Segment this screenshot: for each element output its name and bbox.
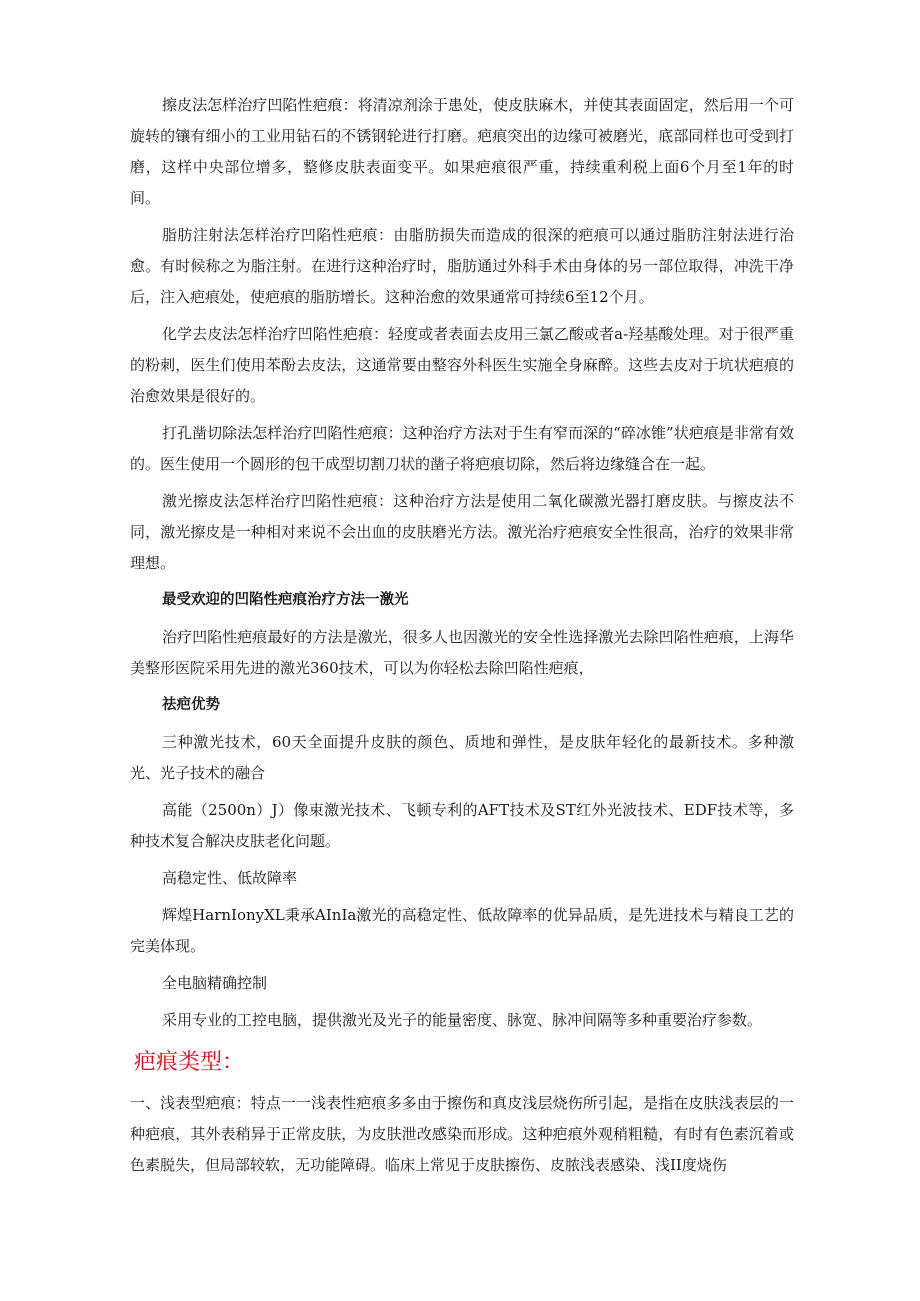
paragraph-superficial-scar: 一、浅表型疤痕：特点一一浅表性疤痕多多由于擦伤和真皮浅层烧伤所引起，是指在皮肤浅表层的一种疤痕，其外表稍异于正常皮肤，为皮肤泄改感染而形成。这种疤痕外观稍粗糙，有时有色素沉着或色素脱失，但局部较软，无功能障碍。临床上常见于皮肤擦伤、皮脓浅表感染、浅II度烧伤 — [130, 1094, 794, 1174]
paragraph-chemical-peel: 化学去皮法怎样治疗凹陷性疤痕：轻度或者表面去皮用三氯乙酸或者a-羟基酸处理。对于很严重的粉刺，医生们使用苯酚去皮法，这通常要由整容外科医生实施全身麻醉。这些去皮对于坑状疤痕的治愈效果是很好的。 — [130, 325, 794, 405]
advantage-item: 高稳定性、低故障率 — [162, 869, 298, 887]
advantage-item: 全电脑精确控制 — [162, 974, 268, 992]
advantage-heading: 祛疤优势 — [162, 697, 220, 713]
laser-intro: 治疗凹陷性疤痕最好的方法是激光，很多人也因激光的安全性选择激光去除凹陷性疤痕，上海华美整形医院采用先进的激光360技术，可以为你轻松去除凹陷性疤痕， — [130, 628, 794, 677]
paragraph-laser-resurfacing: 激光擦皮法怎样治疗凹陷性疤痕：这种治疗方法是使用二氧化碳激光器打磨皮肤。与擦皮法不同，激光擦皮是一种相对来说不会出血的皮肤磨光方法。激光治疗疤痕安全性很高，治疗的效果非常理想。 — [130, 492, 794, 572]
paragraph-dermabrasion: 擦皮法怎样治疗凹陷性疤痕：将清凉剂涂于患处，使皮肤麻木，并使其表面固定，然后用一个可旋转的镶有细小的工业用钻石的不锈钢轮进行打磨。疤痕突出的边缘可被磨光，底部同样也可受到打磨，这样中央部位增多，整修皮肤表面变平。如果疤痕很严重，持续重利税上面6个月至1年的时间。 — [130, 96, 794, 207]
paragraph-punch-excision: 打孔凿切除法怎样治疗凹陷性疤痕：这种治疗方法对于生有窄而深的“碎冰锥”状疤痕是非常有效的。医生使用一个圆形的包干成型切割刀状的凿子将疤痕切除，然后将边缘缝合在一起。 — [130, 424, 794, 473]
laser-heading: 最受欢迎的凹陷性疤痕治疗方法一激光 — [162, 592, 409, 608]
advantage-item: 三种激光技术，60天全面提升皮肤的颜色、质地和弹性，是皮肤年轻化的最新技术。多种激光、光子技术的融合 — [130, 733, 794, 782]
document-body — [130, 90, 794, 1181]
advantage-item: 采用专业的工控电脑，提供激光及光子的能量密度、脉宽、脉冲间隔等多种重要治疗参数。 — [162, 1011, 763, 1029]
advantage-item: 辉煌HarnIonyXL秉承AInIa激光的高稳定性、低故障率的优异品质，是先进技术与精良工艺的完美体现。 — [130, 906, 794, 955]
advantage-item: 高能（2500n）J）像束激光技术、飞顿专利的AFT技术及ST红外光波技术、EDF技术等，多种技术复合解决皮肤老化问题。 — [130, 801, 794, 850]
section-title-scar-types: 疤痕类型： — [134, 1050, 245, 1075]
paragraph-fat-injection: 脂肪注射法怎样治疗凹陷性疤痕：由脂肪损失而造成的很深的疤痕可以通过脂肪注射法进行治愈。有时候称之为脂注射。在进行这种治疗时，脂肪通过外科手术由身体的另一部位取得，冲洗干净后，注入疤痕处，使疤痕的脂肪增长。这种治愈的效果通常可持续6至12个月。 — [130, 226, 794, 306]
